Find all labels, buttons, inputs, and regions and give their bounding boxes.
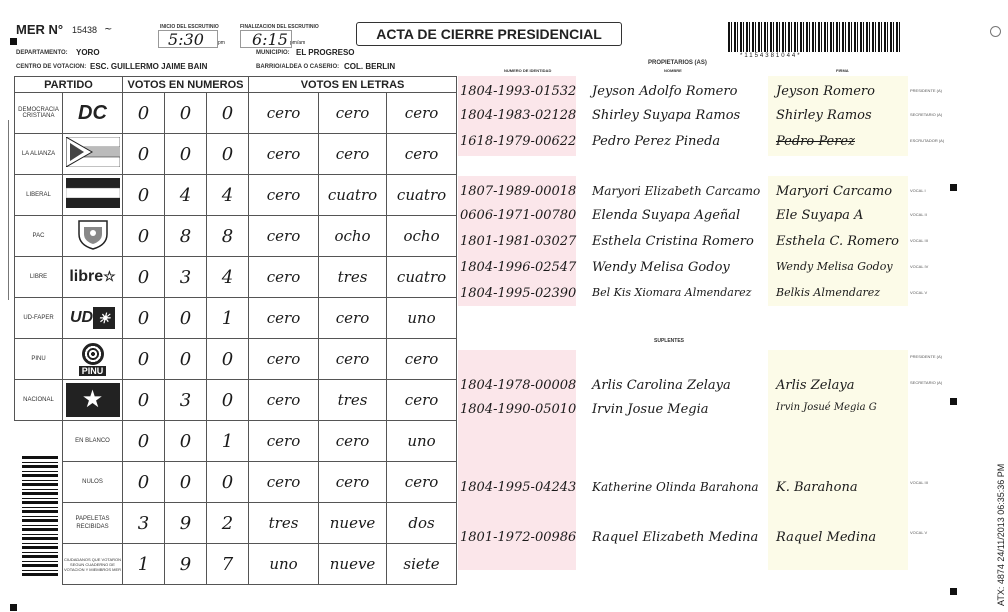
col-firma: FIRMA <box>836 68 849 73</box>
member-id: 1804-1978-00008 <box>460 378 577 393</box>
word-cell: nueve <box>319 503 387 544</box>
word-cell: cero <box>249 380 319 421</box>
digit-cell: 1 <box>207 421 249 462</box>
inicio-suffix: pm <box>218 40 225 46</box>
municipio-value: EL PROGRESO <box>296 48 355 57</box>
party-name: NACIONAL <box>15 380 63 421</box>
list-item <box>458 376 908 398</box>
municipio-label: MUNICIPIO: <box>256 50 290 56</box>
word-cell: cero <box>387 134 457 175</box>
list-item <box>458 206 908 228</box>
member-signature: Ele Suyapa A <box>776 208 864 223</box>
role-label: VOCAL II <box>910 212 927 217</box>
table-row <box>15 380 457 421</box>
list-item <box>458 400 908 422</box>
star-icon: ☆ <box>103 268 116 284</box>
list-item <box>458 528 908 550</box>
word-cell: cero <box>249 339 319 380</box>
word-cell: uno <box>387 298 457 339</box>
digit-cell: 0 <box>123 257 165 298</box>
inicio-label: INICIO DEL ESCRUTINIO <box>160 24 219 30</box>
digit-cell: 9 <box>165 544 207 585</box>
role-label: VOCAL I <box>910 188 926 193</box>
word-cell: tres <box>319 257 387 298</box>
word-cell: cero <box>319 134 387 175</box>
ud-logo-text: UD <box>69 309 94 327</box>
table-row <box>15 421 457 462</box>
pac-shield-icon <box>76 218 110 250</box>
fin-suffix: pm/am <box>290 40 306 46</box>
word-cell: cero <box>319 93 387 134</box>
digit-cell: 1 <box>123 544 165 585</box>
party-logo-pac <box>63 216 123 257</box>
member-id: 1618-1979-00622 <box>460 134 577 149</box>
alianza-flag-icon <box>66 137 120 167</box>
digit-cell: 0 <box>165 134 207 175</box>
barrio-value: COL. BERLIN <box>344 62 396 71</box>
inicio-box <box>158 30 218 48</box>
digit-cell: 0 <box>165 298 207 339</box>
table-row <box>15 462 457 503</box>
member-name: Shirley Suyapa Ramos <box>592 108 741 123</box>
party-name: PINU <box>15 339 63 380</box>
word-cell: cero <box>319 298 387 339</box>
digit-cell: 0 <box>123 134 165 175</box>
role-label: VOCAL V <box>910 530 928 535</box>
member-signature: Pedro Perez <box>776 134 855 149</box>
word-cell: uno <box>249 544 319 585</box>
list-item <box>458 284 908 306</box>
party-name: LIBRE <box>15 257 63 298</box>
digit-cell: 8 <box>207 216 249 257</box>
table-row <box>15 339 457 380</box>
member-signature: Esthela C. Romero <box>776 234 899 249</box>
table-row <box>15 175 457 216</box>
party-name: UD-FAPER <box>15 298 63 339</box>
digit-cell: 0 <box>123 175 165 216</box>
member-signature: Shirley Ramos <box>776 108 872 123</box>
member-signature: Belkis Almendarez <box>776 286 881 299</box>
role-label: VOCAL III <box>910 480 928 485</box>
nacional-star-icon: ★ <box>66 383 120 417</box>
member-signature: Jeyson Romero <box>776 84 875 99</box>
digit-cell: 0 <box>207 462 249 503</box>
registration-mark <box>950 184 957 191</box>
table-header-row <box>15 77 457 93</box>
centro-value: ESC. GUILLERMO JAIME BAIN <box>90 62 208 71</box>
document-title: ACTA DE CIERRE PRESIDENCIAL <box>356 22 622 46</box>
party-logo-pinu <box>63 339 123 380</box>
member-name: Esthela Cristina Romero <box>592 234 754 249</box>
totals-label: NULOS <box>63 462 123 503</box>
word-cell: nueve <box>319 544 387 585</box>
role-label: VOCAL V <box>910 290 928 295</box>
member-signature: Maryori Carcamo <box>776 184 893 199</box>
word-cell: cero <box>387 339 457 380</box>
digit-cell: 0 <box>165 421 207 462</box>
fin-time: 6:15 <box>252 30 288 49</box>
member-name: Elenda Suyapa Ageñal <box>592 208 741 223</box>
mer-number: 15438 <box>72 25 98 35</box>
member-signature: Wendy Melisa Godoy <box>776 260 893 273</box>
word-cell: ocho <box>319 216 387 257</box>
totals-label: EN BLANCO <box>63 421 123 462</box>
member-id: 1804-1996-02547 <box>460 260 577 275</box>
digit-cell: 3 <box>165 380 207 421</box>
word-cell: cuatro <box>387 175 457 216</box>
list-item <box>458 82 908 104</box>
member-id: 1804-1983-02128 <box>460 108 577 123</box>
party-name: LA ALIANZA <box>15 134 63 175</box>
list-item <box>458 106 908 128</box>
digit-cell: 0 <box>123 462 165 503</box>
member-id: 1801-1981-03027 <box>460 234 577 249</box>
word-cell: dos <box>387 503 457 544</box>
table-row <box>15 298 457 339</box>
side-barcode <box>22 456 58 576</box>
table-row <box>15 503 457 544</box>
digit-cell: 4 <box>207 257 249 298</box>
digit-cell: 0 <box>207 134 249 175</box>
suplentes-label: SUPLENTES <box>654 338 685 344</box>
side-stamp: ATX: 4874 24/11/2013 06:35:36 PM <box>996 463 1006 606</box>
word-cell: cero <box>249 462 319 503</box>
party-logo-nacional <box>63 380 123 421</box>
digit-cell: 0 <box>123 93 165 134</box>
digit-cell: 3 <box>123 503 165 544</box>
mer-label: MER N° <box>16 22 64 37</box>
member-name: Arlis Carolina Zelaya <box>592 378 731 393</box>
word-cell: tres <box>319 380 387 421</box>
digit-cell: 0 <box>123 421 165 462</box>
registration-mark <box>950 398 957 405</box>
role-label: PRESIDENTE (A) <box>910 88 943 93</box>
word-cell: cero <box>249 421 319 462</box>
member-id: 1804-1990-05010 <box>460 402 577 417</box>
member-name: Maryori Elizabeth Carcamo <box>592 184 761 198</box>
word-cell: cero <box>319 339 387 380</box>
party-logo-dc: DC <box>63 93 123 134</box>
inicio-time: 5:30 <box>168 30 204 49</box>
word-cell: cero <box>387 380 457 421</box>
barcode <box>728 22 900 52</box>
table-row <box>15 134 457 175</box>
member-id: 0606-1971-00780 <box>460 208 577 223</box>
role-label: ESCRUTADOR (A) <box>910 138 945 143</box>
member-id: 1807-1989-00018 <box>460 184 577 199</box>
word-cell: cero <box>249 298 319 339</box>
digit-cell: 0 <box>123 380 165 421</box>
fin-box <box>240 30 292 48</box>
digit-cell: 8 <box>165 216 207 257</box>
table-row <box>15 257 457 298</box>
word-cell: cero <box>249 257 319 298</box>
digit-cell: 1 <box>207 298 249 339</box>
party-logo-libre <box>63 257 123 298</box>
member-signature: Arlis Zelaya <box>776 378 855 393</box>
word-cell: cero <box>249 175 319 216</box>
role-label: PRESIDENTE (A) <box>910 354 943 359</box>
table-row <box>15 544 457 585</box>
registration-mark <box>10 38 17 45</box>
digit-cell: 7 <box>207 544 249 585</box>
totals-label: CIUDADANOS QUE VOTARON SEGUN CUADERNO DE VOTACION Y MIEMBROS MER <box>63 544 123 585</box>
member-signature: Raquel Medina <box>776 530 877 545</box>
page-corner-circle <box>990 26 1001 37</box>
member-id: 1804-1995-02390 <box>460 286 577 301</box>
table-row <box>15 216 457 257</box>
registration-mark <box>950 588 957 595</box>
member-name: Jeyson Adolfo Romero <box>592 84 738 99</box>
digit-cell: 0 <box>165 93 207 134</box>
pinu-logo-text: PINU <box>79 366 107 376</box>
votes-table <box>14 76 457 585</box>
word-cell: cero <box>387 93 457 134</box>
party-logo-ud <box>63 298 123 339</box>
digit-cell: 0 <box>207 93 249 134</box>
word-cell: cero <box>319 462 387 503</box>
centro-label: CENTRO DE VOTACION: <box>16 64 87 70</box>
digit-cell: 0 <box>165 462 207 503</box>
col-numeros: VOTOS EN NUMEROS <box>123 77 249 93</box>
barcode-number: *1154381044* <box>740 53 802 59</box>
barrio-label: BARRIO/ALDEA O CASERIO: <box>256 64 340 70</box>
member-name: Pedro Perez Pineda <box>592 134 721 149</box>
word-cell: cero <box>249 134 319 175</box>
list-item <box>458 232 908 254</box>
word-cell: tres <box>249 503 319 544</box>
col-partido: PARTIDO <box>15 77 123 93</box>
fin-label: FINALIZACION DEL ESCRUTINIO <box>240 24 319 30</box>
member-id: 1804-1993-01532 <box>460 84 577 99</box>
side-rule <box>8 120 9 300</box>
col-propietarios: PROPIETARIOS (AS) <box>648 60 707 66</box>
member-name: Bel Kis Xiomara Almendarez <box>592 286 752 299</box>
member-id: 1801-1972-00986 <box>460 530 577 545</box>
totals-label: PAPELETAS RECIBIDAS <box>63 503 123 544</box>
role-label: VOCAL III <box>910 238 928 243</box>
digit-cell: 4 <box>207 175 249 216</box>
member-signature: Irvin Josué Megia G <box>776 402 877 413</box>
party-logo-alianza <box>63 134 123 175</box>
word-cell: cero <box>249 216 319 257</box>
libre-logo-text: libre <box>69 268 104 285</box>
word-cell: uno <box>387 421 457 462</box>
digit-cell: 0 <box>123 339 165 380</box>
digit-cell: 0 <box>207 339 249 380</box>
col-nombre: NOMBRE <box>664 68 682 73</box>
word-cell: ocho <box>387 216 457 257</box>
party-name: LIBERAL <box>15 175 63 216</box>
list-item <box>458 182 908 204</box>
member-name: Irvin Josue Megia <box>592 402 709 417</box>
col-identidad: NUMERO DE IDENTIDAD <box>504 68 552 73</box>
digit-cell: 0 <box>123 216 165 257</box>
registration-mark <box>10 604 17 611</box>
list-item <box>458 478 908 500</box>
digit-cell: 2 <box>207 503 249 544</box>
word-cell: cero <box>319 421 387 462</box>
member-name: Katherine Olinda Barahona <box>592 480 759 494</box>
party-name: DEMOCRACIA CRISTIANA <box>15 93 63 134</box>
party-name: PAC <box>15 216 63 257</box>
digit-cell: 0 <box>165 339 207 380</box>
role-label: SECRETARIO (A) <box>910 112 943 117</box>
party-logo-liberal <box>63 175 123 216</box>
digit-cell: 3 <box>165 257 207 298</box>
word-cell: cuatro <box>319 175 387 216</box>
member-signature: K. Barahona <box>776 480 858 495</box>
digit-cell: 9 <box>165 503 207 544</box>
role-label: VOCAL IV <box>910 264 929 269</box>
col-letras: VOTOS EN LETRAS <box>249 77 457 93</box>
sun-icon: ☀ <box>93 307 115 329</box>
list-item <box>458 258 908 280</box>
member-id: 1804-1995-04243 <box>460 480 577 495</box>
member-name: Wendy Melisa Godoy <box>592 260 730 275</box>
list-item <box>458 132 908 154</box>
word-cell: cero <box>387 462 457 503</box>
departamento-label: DEPARTAMENTO: <box>16 50 68 56</box>
word-cell: cuatro <box>387 257 457 298</box>
departamento-value: YORO <box>76 48 100 57</box>
word-cell: cero <box>249 93 319 134</box>
digit-cell: 4 <box>165 175 207 216</box>
digit-cell: 0 <box>123 298 165 339</box>
liberal-flag-icon <box>66 178 120 208</box>
table-row <box>15 93 457 134</box>
pinu-emblem-icon <box>82 343 104 365</box>
word-cell: siete <box>387 544 457 585</box>
digit-cell: 0 <box>207 380 249 421</box>
role-label: SECRETARIO (A) <box>910 380 943 385</box>
member-name: Raquel Elizabeth Medina <box>592 530 759 545</box>
mer-handwritten-mark: ~ <box>104 24 113 35</box>
